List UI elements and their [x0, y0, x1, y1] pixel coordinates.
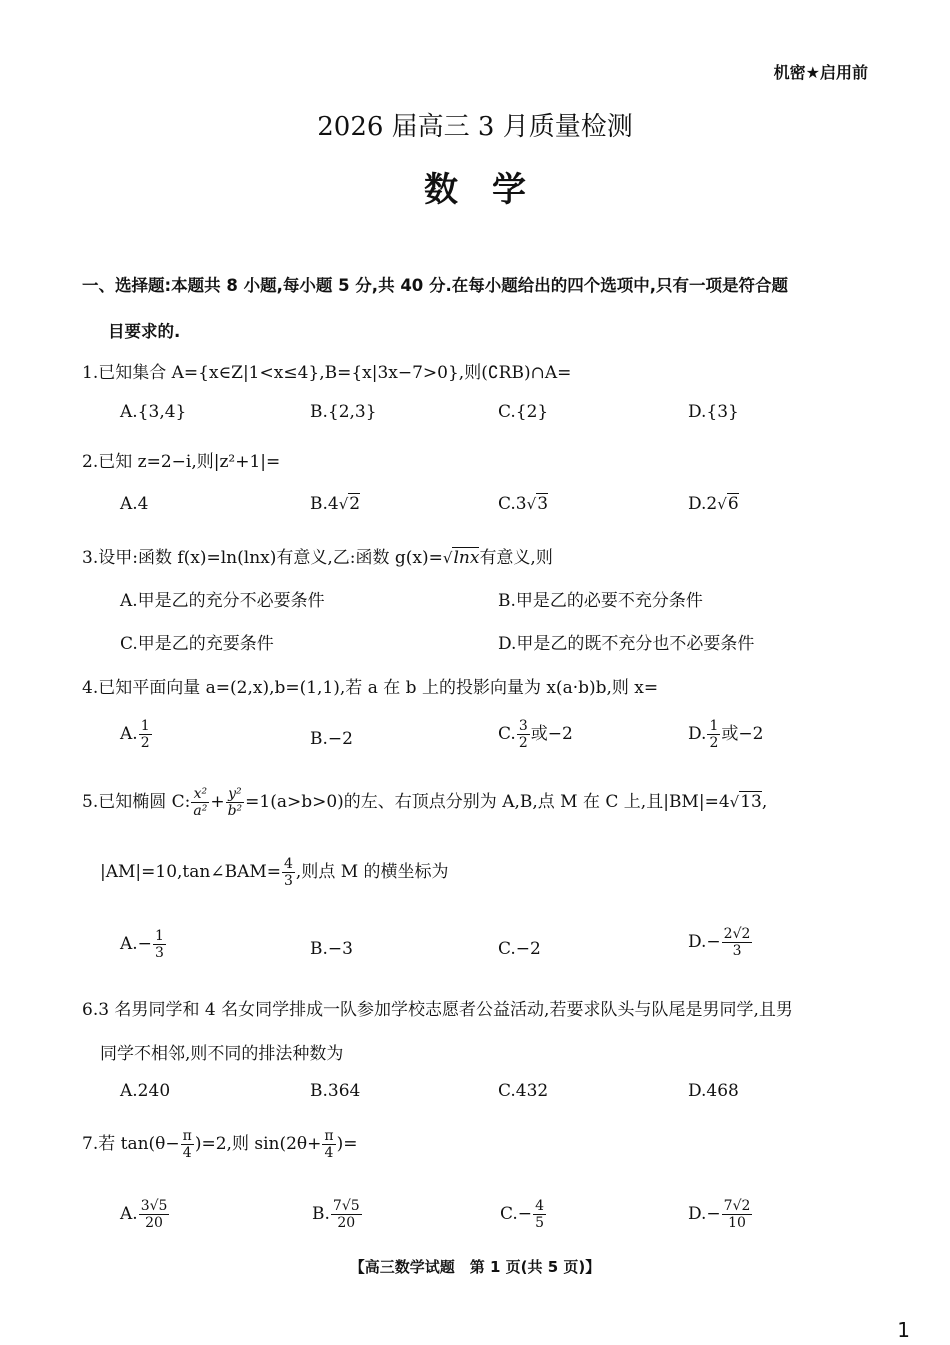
exam-title: 2026 届高三 3 月质量检测	[317, 112, 633, 142]
q6-option-d: D.468	[688, 1081, 739, 1101]
q4-option-d: D. $\frac{1}{2}$ 或−2	[688, 718, 764, 751]
question-6-stem-cont: 同学不相邻,则不同的排法种数为	[100, 1044, 344, 1064]
q1-option-a: A.{3,4}	[120, 402, 187, 422]
q4-option-b: B.−2	[310, 729, 353, 749]
q2-option-b: B.4√2	[310, 494, 361, 514]
q3-option-d: D.甲是乙的既不充分也不必要条件	[498, 634, 755, 654]
q7-option-d: D.− $\frac{7√2}{10}$	[688, 1198, 751, 1231]
q6-option-b: B.364	[310, 1081, 361, 1101]
q3-option-c: C.甲是乙的充要条件	[120, 634, 274, 654]
question-5-stem: 5.已知椭圆 C: $\frac{\text{x²}}{\text{a²}}$ + $\frac{\text{y²}}{\text{b²}}$ =1(a>b>0)的左、右顶点分别为 A,B,点 M 在 C 上,且|BM|=4√13,	[82, 786, 768, 819]
confidential-label: 机密★启用前	[773, 63, 868, 82]
q5-option-c: C.−2	[498, 939, 541, 959]
q5-option-a: A.− $\frac{1}{3}$	[120, 928, 164, 961]
q1-option-b: B.{2,3}	[310, 402, 377, 422]
question-2-stem: 2.已知 z=2−i,则|z²+1|=	[82, 452, 281, 472]
section-heading: 一、选择题:本题共 8 小题,每小题 5 分,共 40 分.在每小题给出的四个选项中,只有一项是符合题	[82, 276, 789, 295]
question-6-stem: 6.3 名男同学和 4 名女同学排成一队参加学校志愿者公益活动,若要求队头与队尾是男同学,且男	[82, 1000, 793, 1020]
q3-option-a: A.甲是乙的充分不必要条件	[120, 591, 325, 611]
q7-option-a: A. $\frac{3√5}{20}$	[120, 1198, 168, 1231]
question-4-stem: 4.已知平面向量 a=(2,x),b=(1,1),若 a 在 b 上的投影向量为 x(a·b)b,则 x=	[82, 678, 659, 698]
q3-option-b: B.甲是乙的必要不充分条件	[498, 591, 703, 611]
page-footer: 【高三数学试题 第 1 页(共 5 页)】	[349, 1258, 601, 1276]
question-5-stem-cont: |AM|=10,tan∠BAM= $\frac{4}{3}$ ,则点 M 的横坐标为	[100, 856, 449, 889]
section-heading-cont: 目要求的.	[108, 322, 181, 341]
q5-option-b: B.−3	[310, 939, 353, 959]
q2-option-c: C.3√3	[498, 494, 549, 514]
page-number: 1	[897, 1318, 910, 1342]
q2-option-a: A.4	[120, 494, 149, 514]
question-7-stem: 7.若 tan(θ− $\frac{\pi}{4}$ )=2,则 sin(2θ+ $\frac{\pi}{4}$ )=	[82, 1128, 358, 1161]
q6-option-a: A.240	[120, 1081, 171, 1101]
subject-title: 数学	[424, 170, 560, 210]
q5-option-d: D.− $\frac{2√2}{3}$	[688, 926, 751, 959]
q2-option-d: D.2√6	[688, 494, 739, 514]
q6-option-c: C.432	[498, 1081, 549, 1101]
question-1-stem: 1.已知集合 A={x∈Z|1<x≤4},B={x|3x−7>0},则(∁RB)∩A=	[82, 363, 572, 383]
q4-option-a: A. $\frac{1}{2}$	[120, 718, 150, 751]
q7-option-c: C.− $\frac{4}{5}$	[500, 1198, 544, 1231]
q1-option-c: C.{2}	[498, 402, 549, 422]
q4-option-c: C. $\frac{3}{2}$ 或−2	[498, 718, 573, 751]
question-3-stem: 3.设甲:函数 f(x)=ln(lnx)有意义,乙:函数 g(x)=√lnx有意义,则	[82, 548, 553, 568]
q7-option-b: B. $\frac{7√5}{20}$	[312, 1198, 360, 1231]
q1-option-d: D.{3}	[688, 402, 739, 422]
